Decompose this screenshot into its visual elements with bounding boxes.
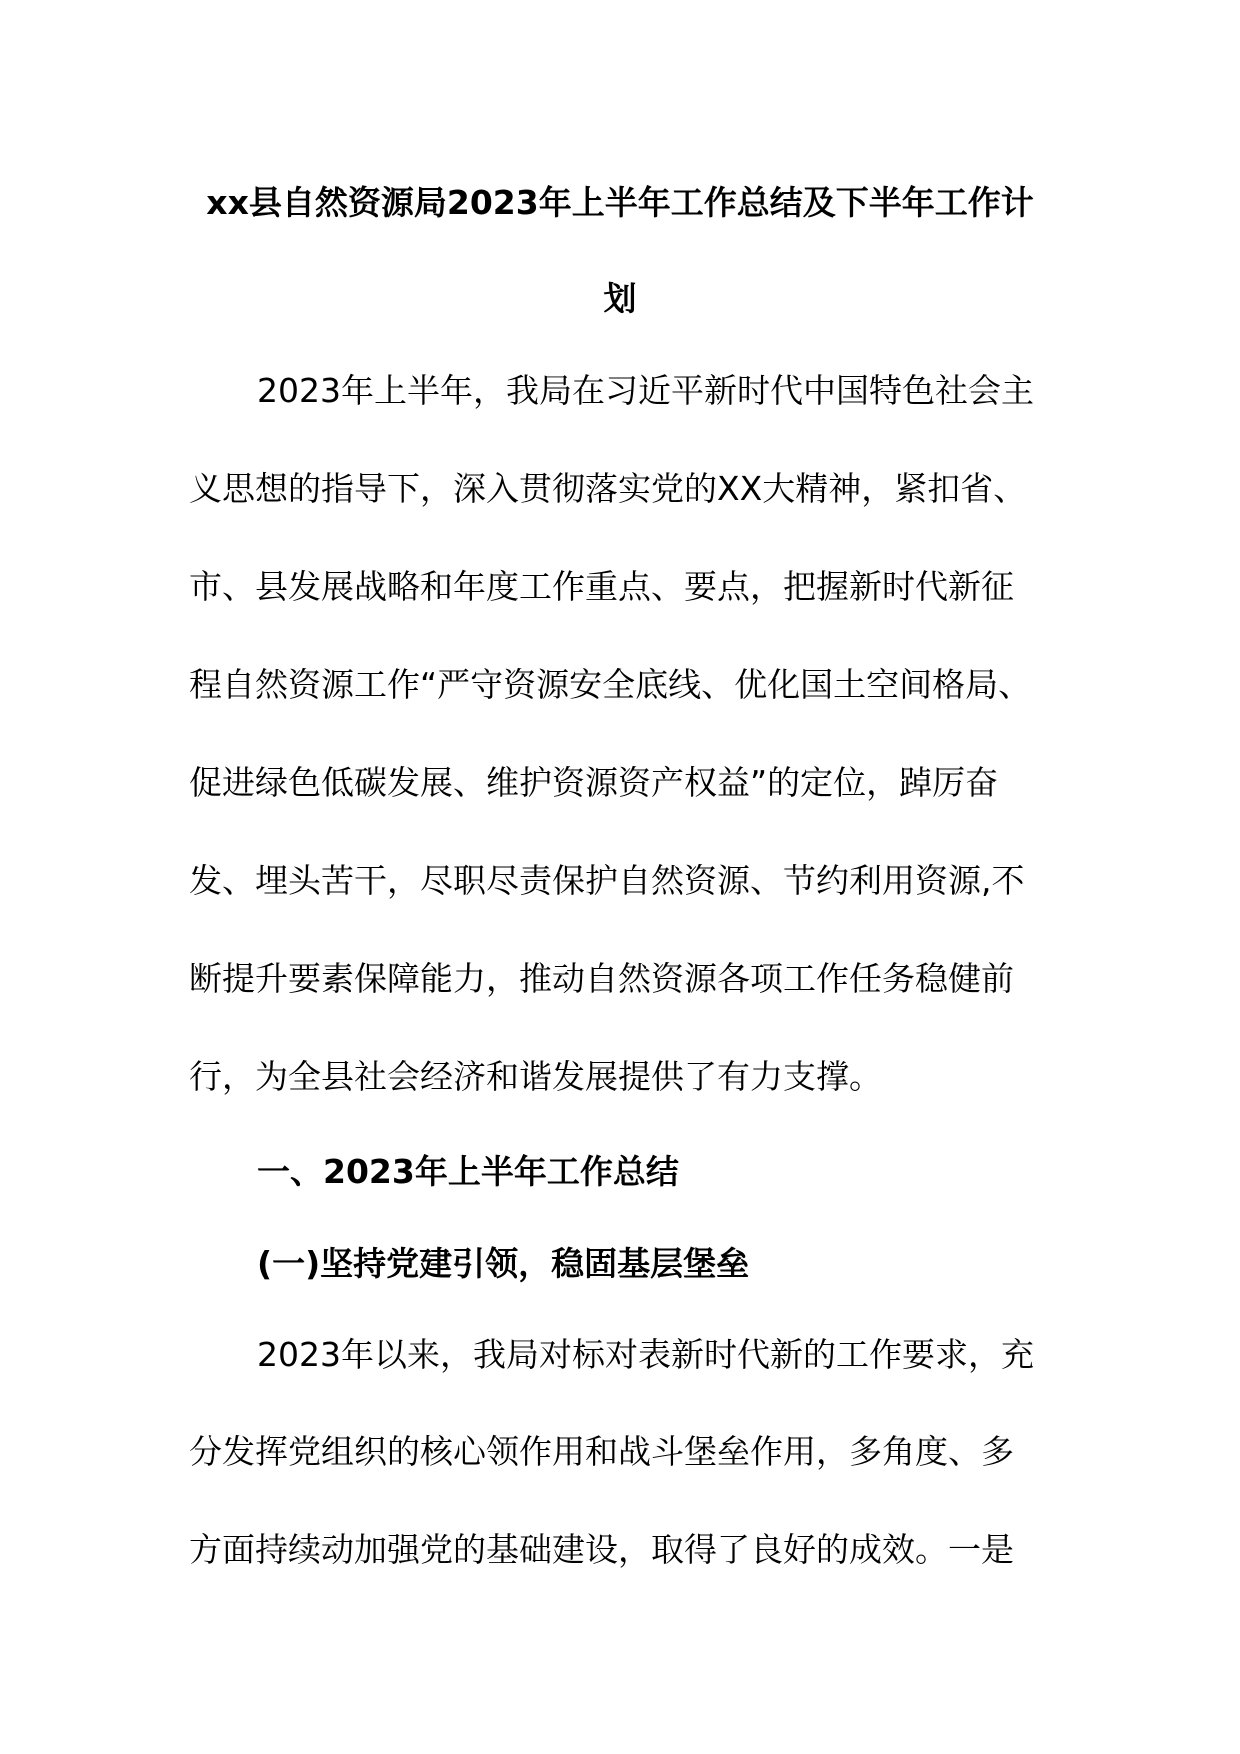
intro-line: 断提升要素保障能力，推动自然资源各项工作任务稳健前 xyxy=(189,959,1014,998)
document-title-line-2: 划 xyxy=(603,279,637,318)
intro-line: 促进绿色低碳发展、维护资源资产权益”的定位，踔厉奋 xyxy=(189,763,999,802)
intro-line: 2023年上半年，我局在习近平新时代中国特色社会主 xyxy=(257,371,1034,410)
intro-line: 行，为全县社会经济和谐发展提供了有力支撑。 xyxy=(189,1057,882,1096)
paragraph-line: 方面持续动加强党的基础建设，取得了良好的成效。一是 xyxy=(189,1530,1014,1569)
document-title-line-1: xx县自然资源局2023年上半年工作总结及下半年工作计 xyxy=(206,183,1034,222)
subsection-heading: (一)坚持党建引领，稳固基层堡垒 xyxy=(257,1244,750,1283)
paragraph-line: 分发挥党组织的核心领作用和战斗堡垒作用，多角度、多 xyxy=(189,1432,1014,1471)
paragraph-line: 2023年以来，我局对标对表新时代新的工作要求，充 xyxy=(257,1335,1034,1374)
intro-line: 市、县发展战略和年度工作重点、要点，把握新时代新征 xyxy=(189,567,1014,606)
intro-line: 义思想的指导下，深入贯彻落实党的XX大精神，紧扣省、 xyxy=(189,469,1027,508)
intro-line: 程自然资源工作“严守资源安全底线、优化国土空间格局、 xyxy=(189,665,1032,704)
intro-line: 发、埋头苦干，尽职尽责保护自然资源、节约利用资源,不 xyxy=(189,861,1025,900)
section-heading: 一、2023年上半年工作总结 xyxy=(257,1152,679,1191)
